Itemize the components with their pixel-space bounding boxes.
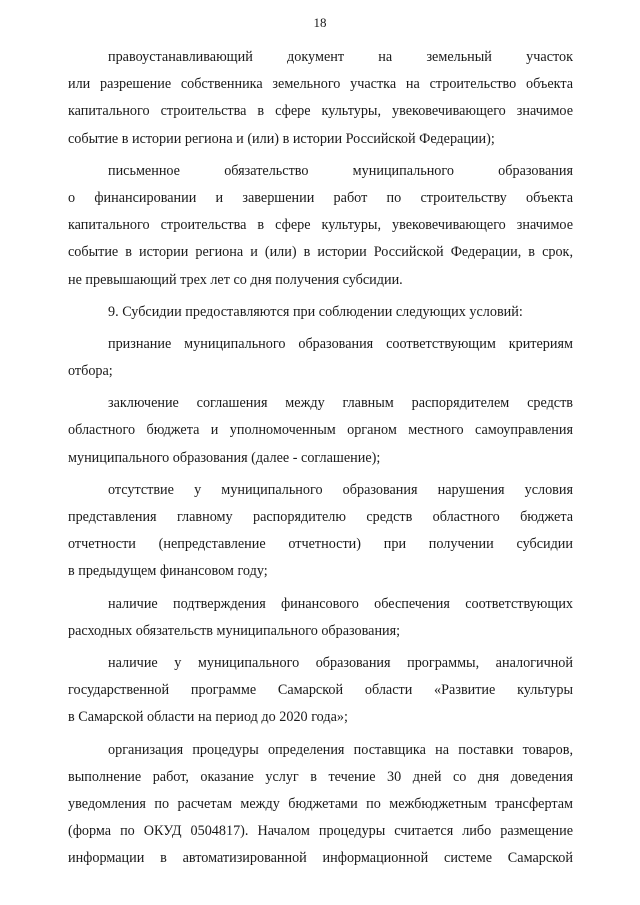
paragraph-title-document	[68, 44, 573, 153]
text-line: наличие у муниципального образования программы, аналогичной	[108, 654, 573, 671]
page-number: 18	[313, 15, 327, 30]
text-line: о финансировании и завершении работ по строительству объекта	[68, 189, 573, 206]
text-line: событие в истории региона и (или) в истории Российской Федерации);	[68, 130, 495, 147]
text-line: событие в истории региона и (или) в истории Российской Федерации, в срок,	[68, 244, 573, 261]
paragraph-selection-criteria	[68, 331, 573, 385]
paragraph-procurement	[68, 737, 573, 873]
text-line: расходных обязательств муниципального образования;	[68, 622, 401, 639]
text-line: (форма по ОКУД 0504817). Началом процедуры считается либо размещение	[68, 823, 573, 840]
text-line: капитального строительства в сфере культуры, увековечивающего значимое	[68, 103, 573, 120]
text-line: отбора;	[68, 363, 113, 380]
text-line: капитального строительства в сфере культуры, увековечивающего значимое	[68, 217, 573, 234]
text-line: представления главному распорядителю средств областного бюджета	[68, 509, 573, 525]
text-line: выполнение работ, оказание услуг в течение 30 дней со дня доведения	[68, 768, 573, 785]
text-line: заключение соглашения между главным распорядителем средств	[108, 395, 573, 412]
document-body	[68, 44, 573, 872]
paragraph-agreement	[68, 390, 573, 472]
text-line: государственной программе Самарской области «Развитие культуры	[68, 682, 573, 699]
text-line: 9. Субсидии предоставляются при соблюдении следующих условий:	[108, 303, 523, 320]
text-line: в Самарской области на период до 2020 года»;	[68, 709, 348, 726]
paragraph-financial-confirmation	[68, 591, 573, 645]
paragraph-no-violations	[68, 477, 573, 586]
text-line: информации в автоматизированной информационной системе Самарской	[68, 850, 573, 867]
text-line: наличие подтверждения финансового обеспечения соответствующих	[108, 595, 573, 612]
text-line: не превышающий трех лет со дня получения субсидии.	[68, 271, 403, 288]
paragraph-culture-program	[68, 650, 573, 732]
text-line: муниципального образования (далее - соглашение);	[68, 449, 381, 466]
text-line: правоустанавливающий документ на земельный участок	[108, 49, 573, 65]
text-line: отсутствие у муниципального образования нарушения условия	[108, 481, 573, 498]
text-line: уведомления по расчетам между бюджетами по межбюджетным трансфертам	[68, 795, 573, 812]
text-line: письменное обязательство муниципального образования	[108, 162, 573, 179]
text-line: в предыдущем финансовом году;	[68, 563, 268, 580]
text-line: или разрешение собственника земельного участка на строительство объекта	[68, 76, 573, 93]
text-line: организация процедуры определения поставщика на поставки товаров,	[108, 741, 573, 758]
text-line: отчетности (непредставление отчетности) при получении субсидии	[68, 536, 573, 553]
paragraph-section-9	[68, 299, 573, 326]
text-line: областного бюджета и уполномоченным органом местного самоуправления	[68, 422, 573, 439]
paragraph-written-obligation	[68, 158, 573, 294]
text-line: признание муниципального образования соответствующим критериям	[108, 335, 573, 352]
